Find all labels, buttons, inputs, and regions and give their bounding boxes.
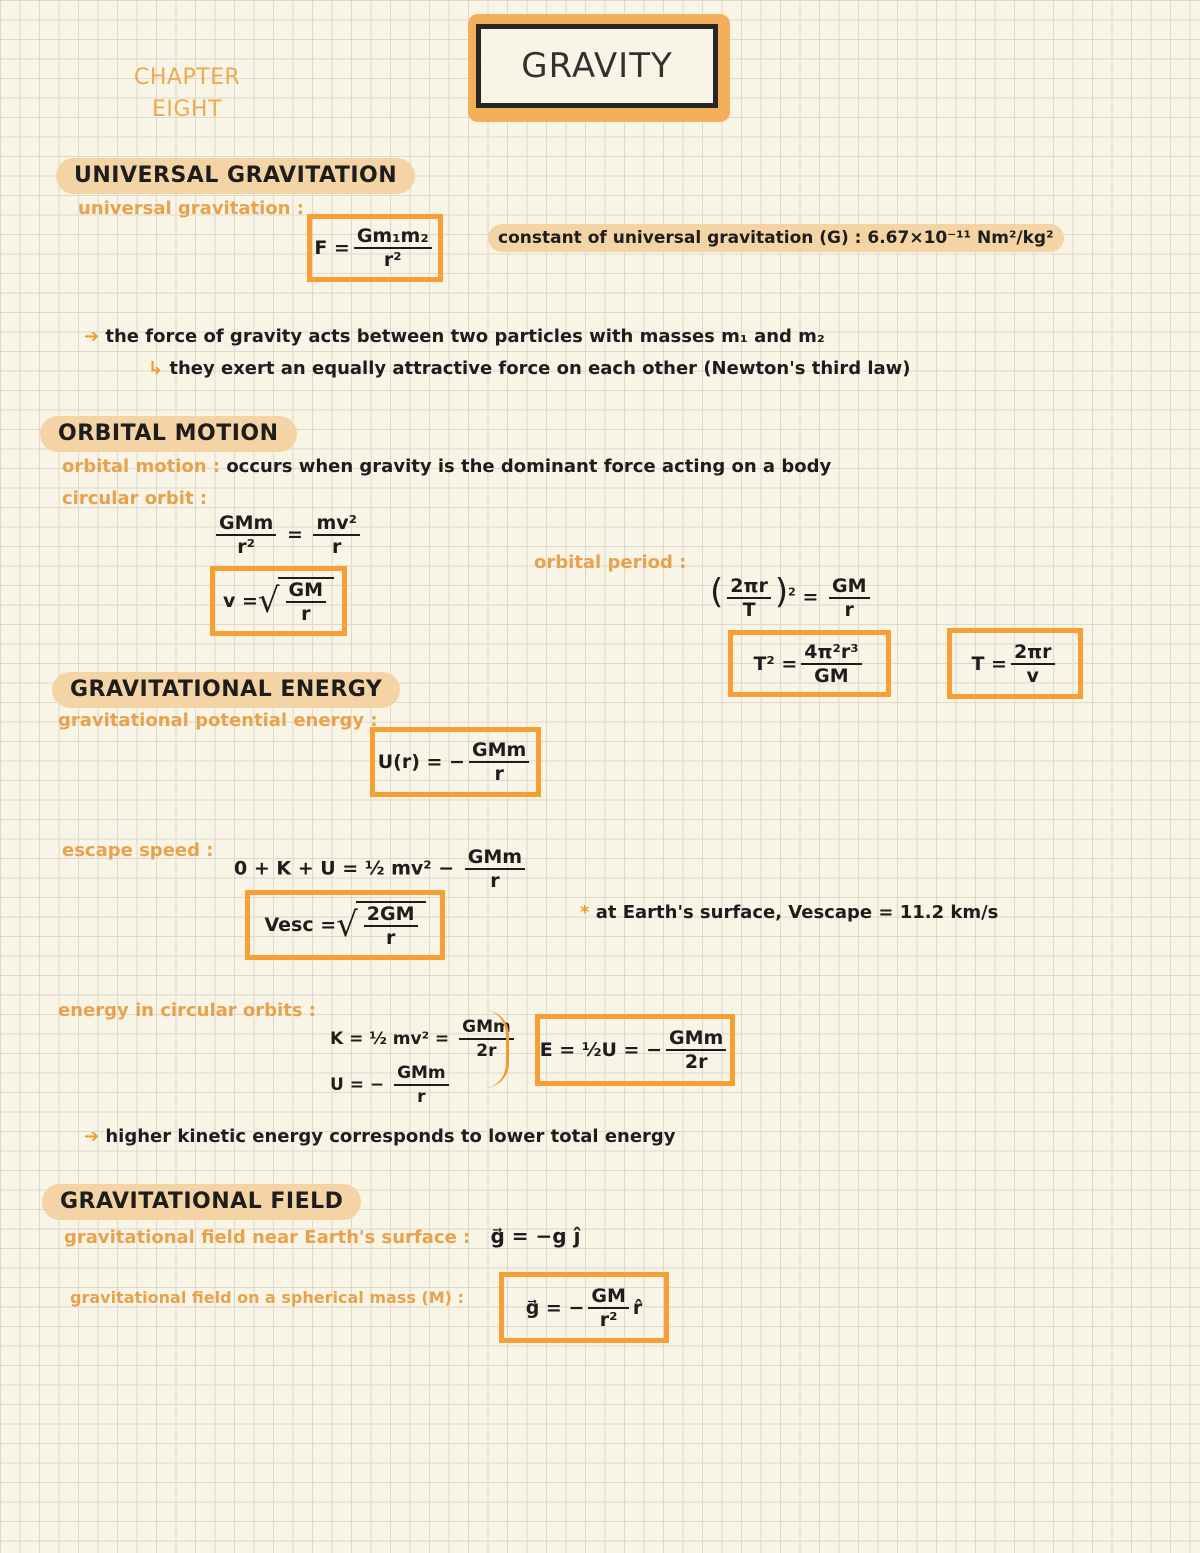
sqrt-icon: √ — [257, 581, 280, 621]
chapter-line1: CHAPTER — [134, 65, 241, 90]
frac-esc — [465, 846, 525, 892]
orbital-motion-desc: occurs when gravity is the dominant force acting on a body — [226, 456, 832, 477]
constant-g: constant of universal gravitation (G) : 6.67×10⁻¹¹ Nm²/kg² — [488, 224, 1064, 252]
paren-close: ) — [774, 572, 789, 612]
frac-t — [1011, 641, 1055, 687]
note-force-between-masses — [84, 326, 825, 347]
sphere-lhs: g⃗ = − — [525, 1296, 585, 1319]
equals: = — [802, 586, 825, 608]
frac-gm-r — [829, 575, 870, 621]
frac-sphere — [588, 1285, 629, 1331]
sqrt-contents — [356, 901, 426, 949]
frac-gm-r — [286, 579, 327, 625]
label-orbital-motion: orbital motion : — [62, 456, 221, 477]
return-arrow-icon: ↳ — [148, 358, 170, 379]
orbital-motion-definition — [62, 456, 831, 477]
num: GMm — [394, 1062, 449, 1086]
formula-field-near-earth: g⃗ = −g ĵ — [490, 1224, 581, 1248]
formula-centripetal-balance — [212, 512, 364, 558]
formula-lhs: F = — [314, 237, 350, 259]
v-lhs: v = — [222, 590, 258, 612]
label-circular-orbit: circular orbit : — [62, 488, 208, 509]
num: GM — [829, 575, 870, 599]
num: GM — [588, 1285, 629, 1309]
frac-t2 — [801, 641, 861, 687]
den: r — [490, 870, 500, 892]
formula-total-energy — [535, 1014, 735, 1086]
field-near-earth — [64, 1224, 580, 1248]
page-title: GRAVITY — [476, 24, 718, 108]
den: r² — [599, 1308, 618, 1331]
label-field-spherical: gravitational field on a spherical mass (M) : — [70, 1288, 464, 1307]
arrow-icon: ➔ — [84, 1126, 106, 1147]
formula-t-squared — [728, 630, 891, 697]
u2-eq: U = − — [330, 1075, 385, 1095]
formula-potential-circular — [330, 1062, 453, 1108]
formula-newton-gravity — [307, 214, 443, 282]
den: r — [844, 598, 854, 621]
frac-e — [666, 1027, 726, 1073]
num: GMm — [459, 1016, 514, 1040]
formula-denominator: r² — [383, 249, 402, 271]
esc-eq: 0 + K + U = ½ mv² − — [234, 857, 455, 880]
den: GM — [814, 664, 849, 687]
note-third-law-text: they exert an equally attractive force on each other (Newton's third law) — [169, 358, 911, 379]
note-energy-relation — [84, 1126, 676, 1147]
den: r — [417, 1087, 426, 1107]
den: r — [494, 763, 504, 785]
num: GMm — [216, 512, 276, 536]
formula-period — [947, 628, 1083, 699]
formula-orbital-velocity — [210, 566, 347, 636]
den: 2r — [476, 1041, 497, 1061]
chapter-label — [134, 62, 240, 126]
sqrt — [258, 577, 334, 625]
squared: 2 — [788, 585, 796, 599]
note-newton-third-law — [148, 358, 911, 379]
note-force-text: the force of gravity acts between two particles with masses m₁ and m₂ — [105, 326, 825, 347]
sqrt-contents — [278, 577, 335, 625]
chapter-line2: EIGHT — [152, 97, 222, 122]
formula-field-spherical — [499, 1272, 669, 1343]
frac-2pir-t — [727, 575, 771, 621]
den: T — [742, 598, 756, 621]
e-lhs: E = ½U = − — [539, 1039, 662, 1061]
sqrt-icon: √ — [336, 905, 358, 945]
num: 2πr — [1011, 641, 1055, 665]
title-frame — [468, 14, 730, 122]
den: r² — [237, 536, 255, 558]
num: mv² — [313, 512, 360, 536]
heading-universal-gravitation: UNIVERSAL GRAVITATION — [56, 158, 415, 194]
unit-vector-r: r̂ — [632, 1296, 643, 1319]
num: GMm — [469, 739, 529, 763]
t2-lhs: T² = — [753, 652, 798, 675]
den: r — [385, 927, 396, 949]
label-orbital-period: orbital period : — [534, 552, 687, 573]
sqrt — [336, 901, 425, 949]
num: GMm — [465, 846, 525, 870]
frac-u — [469, 739, 529, 785]
frac-gravity — [216, 512, 276, 558]
formula-escape-energy — [234, 846, 529, 892]
formula-escape-velocity — [245, 890, 445, 960]
heading-orbital-motion: ORBITAL MOTION — [40, 416, 297, 452]
den: r — [332, 536, 342, 558]
formula-numerator: Gm₁m₂ — [354, 225, 432, 249]
k-eq: K = ½ mv² = — [330, 1029, 450, 1049]
den: r — [301, 603, 311, 625]
earth-note-text: at Earth's surface, Vescape = 11.2 km/s — [595, 902, 999, 923]
u-lhs: U(r) = − — [377, 751, 465, 773]
num: 4π²r³ — [801, 641, 861, 665]
t-lhs: T = — [971, 652, 1007, 675]
formula-period-balance — [710, 572, 874, 621]
label-circular-energy: energy in circular orbits : — [58, 1000, 316, 1021]
label-universal-gravitation: universal gravitation : — [78, 198, 304, 219]
energy-note-text: higher kinetic energy corresponds to lower total energy — [105, 1126, 676, 1147]
label-gpe: gravitational potential energy : — [58, 710, 378, 731]
brace-icon — [484, 1010, 509, 1088]
num: 2GM — [364, 903, 418, 927]
vesc-lhs: Vesc = — [264, 914, 337, 936]
num: GMm — [666, 1027, 726, 1051]
arrow-icon: ➔ — [84, 326, 106, 347]
frac-u2 — [394, 1062, 449, 1108]
frac-centripetal — [313, 512, 360, 558]
equals: = — [286, 523, 303, 546]
paren-open: ( — [710, 572, 724, 612]
num: GM — [286, 579, 327, 603]
num: 2πr — [727, 575, 771, 599]
den: v — [1026, 664, 1039, 687]
frac-2gm-r — [364, 903, 418, 949]
den: 2r — [684, 1051, 708, 1073]
heading-gravitational-energy: GRAVITATIONAL ENERGY — [52, 672, 400, 708]
note-earth-escape — [580, 902, 998, 923]
label-field-near-earth: gravitational field near Earth's surface : — [64, 1227, 471, 1248]
label-escape-speed: escape speed : — [62, 840, 214, 861]
asterisk-icon: * — [580, 902, 596, 923]
formula-fraction — [354, 225, 432, 271]
heading-gravitational-field: GRAVITATIONAL FIELD — [42, 1184, 361, 1220]
formula-potential-energy — [370, 727, 541, 797]
